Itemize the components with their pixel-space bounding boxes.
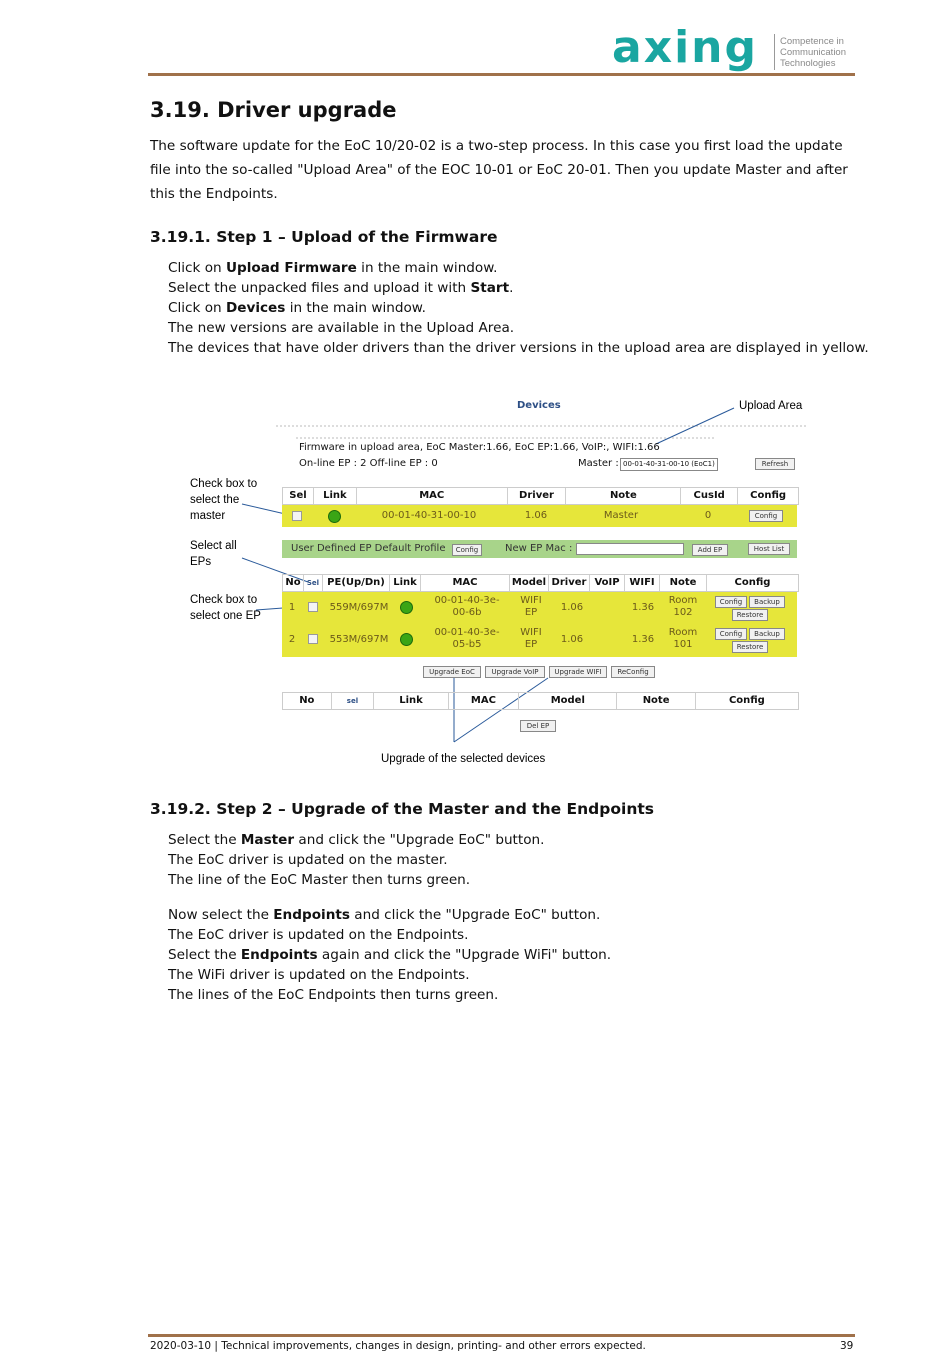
ep-row-1-driver: 1.06 <box>560 602 584 613</box>
ep-row-2-driver: 1.06 <box>560 634 584 645</box>
ep-row-2-link-led <box>400 633 413 646</box>
annotation-line: EPs <box>190 556 212 568</box>
annotation-select-all <box>190 538 237 570</box>
devices-title: Devices <box>517 400 561 411</box>
step2-instructions-a <box>168 830 544 890</box>
step1-line-4: The new versions are available in the Upload Area. <box>168 320 515 336</box>
annotation-line: master <box>190 510 226 522</box>
ep-col-pe: PE(Up/Dn) <box>323 575 390 591</box>
off-col-no: No <box>283 693 332 709</box>
ep-row-2-no: 2 <box>288 634 296 645</box>
master-driver: 1.06 <box>524 510 548 521</box>
ep-row-1-restore-button[interactable]: Restore <box>732 609 768 621</box>
step2-line-b4: The WiFi driver is updated on the Endpoints. <box>168 967 470 983</box>
ep-row-1-no: 1 <box>288 602 296 613</box>
ep-row-1-pe: 559M/697M <box>329 602 389 613</box>
host-list-button[interactable]: Host List <box>748 543 790 555</box>
step2-title: 3.19.2. Step 2 – Upgrade of the Master and the Endpoints <box>150 800 654 818</box>
annotation-upgrade: Upgrade of the selected devices <box>381 753 546 765</box>
logo-divider <box>774 34 775 70</box>
ep-col-wifi: WIFI <box>625 575 660 591</box>
master-mac: 00-01-40-31-00-10 <box>381 510 477 521</box>
annotation-select-one <box>190 592 261 624</box>
ep-row-2-note-1: Room <box>668 627 698 638</box>
master-table-header <box>282 487 799 505</box>
tagline-line-1: Competence in <box>780 36 844 47</box>
ep-row-2-backup-button[interactable]: Backup <box>749 628 785 640</box>
ep-row-2-wifi: 1.36 <box>631 634 655 645</box>
ep-row-1-link-led <box>400 601 413 614</box>
col-link: Link <box>314 488 357 504</box>
col-cusid: CusId <box>681 488 738 504</box>
del-ep-button[interactable]: Del EP <box>520 720 556 732</box>
annotation-line: Check box to <box>190 594 258 606</box>
tagline-line-2: Communication <box>780 47 846 58</box>
annotation-select-master <box>190 476 257 524</box>
ep-row-1-backup-button[interactable]: Backup <box>749 596 785 608</box>
new-ep-label: New EP Mac : <box>505 543 573 554</box>
ep-row-2-note-2: 101 <box>673 639 693 650</box>
off-col-mac: MAC <box>449 693 519 709</box>
master-cusid: 0 <box>704 510 712 521</box>
off-col-config: Config <box>728 695 765 706</box>
step2-line-a2: The EoC driver is updated on the master. <box>168 852 448 868</box>
ep-col-driver: Driver <box>549 575 590 591</box>
ep-row-1-note-1: Room <box>668 595 698 606</box>
ep-col-note: Note <box>660 575 707 591</box>
ep-col-mac: MAC <box>421 575 510 591</box>
annotation-line: select one EP <box>190 610 261 622</box>
online-count: On-line EP : 2 Off-line EP : 0 <box>299 458 438 469</box>
col-note: Note <box>566 488 681 504</box>
annotation-line: select the <box>190 494 240 506</box>
ep-row-1-note-2: 102 <box>673 607 693 618</box>
ep-row-1-mac-1: 00-01-40-3e- <box>434 595 500 606</box>
step2-line-a3: The line of the EoC Master then turns green. <box>168 872 471 888</box>
upload-area-label: Upload Area <box>739 400 803 412</box>
step2-line-a1: Select the Master and click the "Upgrade EoC" button. <box>168 832 545 848</box>
col-driver: Driver <box>508 488 567 504</box>
ep-row-1-mac-2: 00-6b <box>452 607 482 618</box>
off-col-model: Model <box>519 693 617 709</box>
step2-line-b1: Now select the Endpoints and click the "Upgrade EoC" button. <box>168 907 601 923</box>
firmware-info: Firmware in upload area, EoC Master:1.66, EoC EP:1.66, VoIP:, WIFI:1.66 <box>299 442 660 453</box>
ep-col-sel[interactable]: Sel <box>304 575 323 591</box>
master-note: Master <box>603 510 639 521</box>
upgrade-wifi-button[interactable]: Upgrade WIFI <box>549 666 607 678</box>
ep-row-2-model-2: EP <box>524 639 538 650</box>
ep-row-1-config-button[interactable]: Config <box>715 596 747 608</box>
step2-line-b2: The EoC driver is updated on the Endpoints. <box>168 927 469 943</box>
off-col-note: Note <box>617 693 695 709</box>
logo-wordmark: axing <box>612 22 758 73</box>
ep-col-link: Link <box>390 575 421 591</box>
col-mac: MAC <box>357 488 508 504</box>
step2-instructions-b <box>168 905 611 1005</box>
step1-line-1: Click on Upload Firmware in the main window. <box>168 260 498 276</box>
master-select[interactable]: 00-01-40-31-00-10 (EoC1) <box>620 458 718 471</box>
ep-row-2-restore-button[interactable]: Restore <box>732 641 768 653</box>
intro-paragraph: The software update for the EoC 10/20-02 is a two-step process. In this case you first load the update file into the so-called "Upload Area" of the EOC 10-01 or EoC 20-01. Then you update Master and after this the Endpoints. <box>150 138 848 202</box>
ep-row-2-checkbox[interactable] <box>308 634 318 644</box>
col-config: Config <box>750 490 787 501</box>
step1-line-3: Click on Devices in the main window. <box>168 300 426 316</box>
ep-col-no: No <box>283 575 304 591</box>
step1-title: 3.19.1. Step 1 – Upload of the Firmware <box>150 228 498 246</box>
offline-table-header <box>282 692 799 710</box>
annotation-line: Select all <box>190 540 237 552</box>
ep-row-1-model-1: WIFI <box>520 595 542 606</box>
ep-row-2-model-1: WIFI <box>520 627 542 638</box>
master-config-button[interactable]: Config <box>749 510 783 522</box>
step1-instructions <box>168 258 869 358</box>
reconfig-button[interactable]: ReConfig <box>611 666 655 678</box>
section-title: 3.19. Driver upgrade <box>150 98 397 122</box>
master-link-led <box>328 510 341 523</box>
ep-row-1-wifi: 1.36 <box>631 602 655 613</box>
profile-config-button[interactable]: Config <box>452 544 482 556</box>
ep-row-1-checkbox[interactable] <box>308 602 318 612</box>
ep-row-2-mac-2: 05-b5 <box>452 639 482 650</box>
page-number: 39 <box>840 1340 854 1352</box>
footer-text: 2020-03-10 | Technical improvements, changes in design, printing- and other errors expected. <box>150 1340 646 1352</box>
add-ep-button[interactable]: Add EP <box>692 544 728 556</box>
ep-row-2-config-button[interactable]: Config <box>715 628 747 640</box>
ep-col-model: Model <box>510 575 549 591</box>
tagline-line-3: Technologies <box>780 58 836 69</box>
step1-line-2: Select the unpacked files and upload it with Start. <box>168 280 514 296</box>
profile-label: User Defined EP Default Profile <box>291 543 446 554</box>
off-col-sel[interactable]: sel <box>332 693 375 709</box>
logo-tagline <box>780 36 846 69</box>
ep-col-config: Config <box>734 577 771 588</box>
annotation-line: Check box to <box>190 478 258 490</box>
ep-row-2-pe: 553M/697M <box>329 634 389 645</box>
step1-line-5: The devices that have older drivers than the driver versions in the upload area are displayed in yellow. <box>168 340 869 356</box>
ep-row-1-model-2: EP <box>524 607 538 618</box>
header-rule <box>148 73 855 76</box>
master-checkbox[interactable] <box>292 511 302 521</box>
footer-rule <box>148 1334 855 1337</box>
ep-row-2-mac-1: 00-01-40-3e- <box>434 627 500 638</box>
col-sel: Sel <box>283 488 314 504</box>
new-ep-mac-input[interactable] <box>576 543 684 555</box>
axing-logo <box>612 22 857 74</box>
ep-table-header <box>282 574 799 592</box>
upgrade-eoc-button[interactable]: Upgrade EoC <box>423 666 481 678</box>
off-col-link: Link <box>374 693 448 709</box>
master-label: Master : <box>578 458 619 469</box>
ep-col-voip: VoIP <box>590 575 625 591</box>
refresh-button[interactable]: Refresh <box>755 458 795 470</box>
step2-line-b3: Select the Endpoints again and click the "Upgrade WiFi" button. <box>168 947 612 963</box>
step2-line-b5: The lines of the EoC Endpoints then turns green. <box>168 987 499 1003</box>
devices-screenshot-figure <box>186 392 806 772</box>
upgrade-voip-button[interactable]: Upgrade VoIP <box>485 666 545 678</box>
